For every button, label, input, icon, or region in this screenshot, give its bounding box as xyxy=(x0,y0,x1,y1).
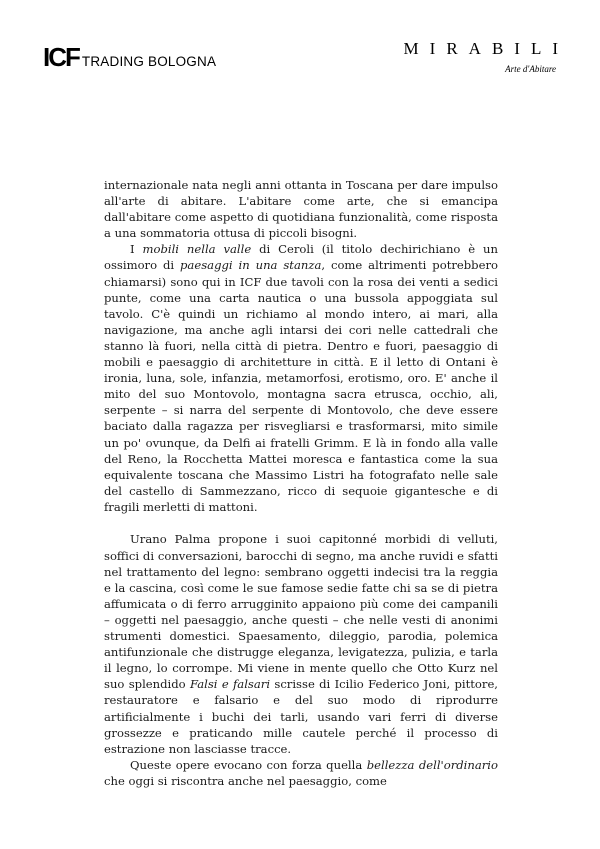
paragraph-2 xyxy=(104,241,498,515)
mirabili-logo-tagline: Arte d'Abitare xyxy=(505,64,556,74)
page-header xyxy=(0,0,600,90)
p2-italic-phrase: paesaggi in una stanza xyxy=(180,258,322,273)
icf-logo xyxy=(43,44,216,70)
p4-text-a: Queste opere evocano con forza quella xyxy=(130,757,367,772)
p2-italic-title: mobili nella valle xyxy=(142,242,252,257)
mirabili-logo-name: MIRABILI xyxy=(403,39,569,58)
icf-logo-mark: ICF xyxy=(43,42,79,72)
p3-italic-title: Falsi e falsari xyxy=(189,677,271,692)
paragraph-1: internazionale nata negli anni ottanta in Toscana per dare impulso all'arte di abitare. L'abitare come arte, che si emancipa dall'abitare come aspetto di quotidiana funzionalità, come risposta a una sommatoria ottusa di piccoli bisogni. xyxy=(104,178,498,241)
p4-text-c: che oggi si riscontra anche nel paesaggio, come xyxy=(104,773,387,788)
icf-logo-text: TRADING BOLOGNA xyxy=(81,54,217,69)
p3-text-a: Urano Palma propone i suoi capitonné morbidi di velluti, soffici di conversazioni, barocchi di segno, ma anche ruvidi e sfatti nel trattamento del legno: sembrano oggetti indecisi tra la reggia e la cascina, così come le sue famose sedie fatte chi sa se di pietra affumicata o di ferro arrugginito appaiono più come dei campanili – oggetti nel paesaggio, anche questi – che nelle vesti di anonimi strumenti domestici. Spaesamento, dileggio, parodia, polemica antifunzionale che distrugge eleganza, levigatezza, pulizia, e tarla il legno, lo corrompe. Mi viene in mente quello che Otto Kurz nel suo splendido xyxy=(104,532,498,692)
p2-text-e: , come altrimenti potrebbero chiamarsi) sono qui in ICF due tavoli con la rosa dei venti a sedici punte, come una carta nautica o una bussola appoggiata sul tavolo. C'è quindi un richiamo al mondo intero, ai mari, alla navigazione, ma anche agli intarsi dei cori nelle cattedrali che stanno là fuori, nella città di pietra. Dentro e fuori, paesaggio di mobili e paesaggio di architetture in città. E il letto di Ontani è ironia, luna, sole, infanzia, metamorfosi, erotismo, oro. E' anche il mito del suo Montovolo, montagna sacra etrusca, occhio, ali, serpente – si narra del serpente di Montovolo, che deve essere baciato dalla ragazza per risvegliarsi e trasformarsi, mito simile un po' ovunque, da Delfi ai fratelli Grimm. E là in fondo alla valle del Reno, la Rocchetta Mattei moresca e fantastica come la sua equivalente toscana che Massimo Listri ha fotografato nelle sale del castello di Sammezzano, ricco di sequoie gigantesche e di fragili merletti di mattoni. xyxy=(104,258,498,514)
body-text xyxy=(104,177,498,789)
paragraph-4 xyxy=(104,757,498,789)
p2-text-a: I xyxy=(130,242,143,257)
p4-italic-phrase: bellezza dell'ordinario xyxy=(366,757,498,772)
paragraph-3 xyxy=(104,531,498,756)
p2-text-c: di Ceroli (il titolo dechirichiano è un ossimoro di xyxy=(104,242,498,273)
p3-text-c: scrisse di Icilio Federico Joni, pittore, restauratore e falsario e del suo modo di riprodurre artificialmente i buchi dei tarli, usando vari ferri di diverse grossezze e praticando mille cautele perché il processo di estrazione non lasciasse tracce. xyxy=(104,677,498,756)
mirabili-logo xyxy=(403,39,569,74)
